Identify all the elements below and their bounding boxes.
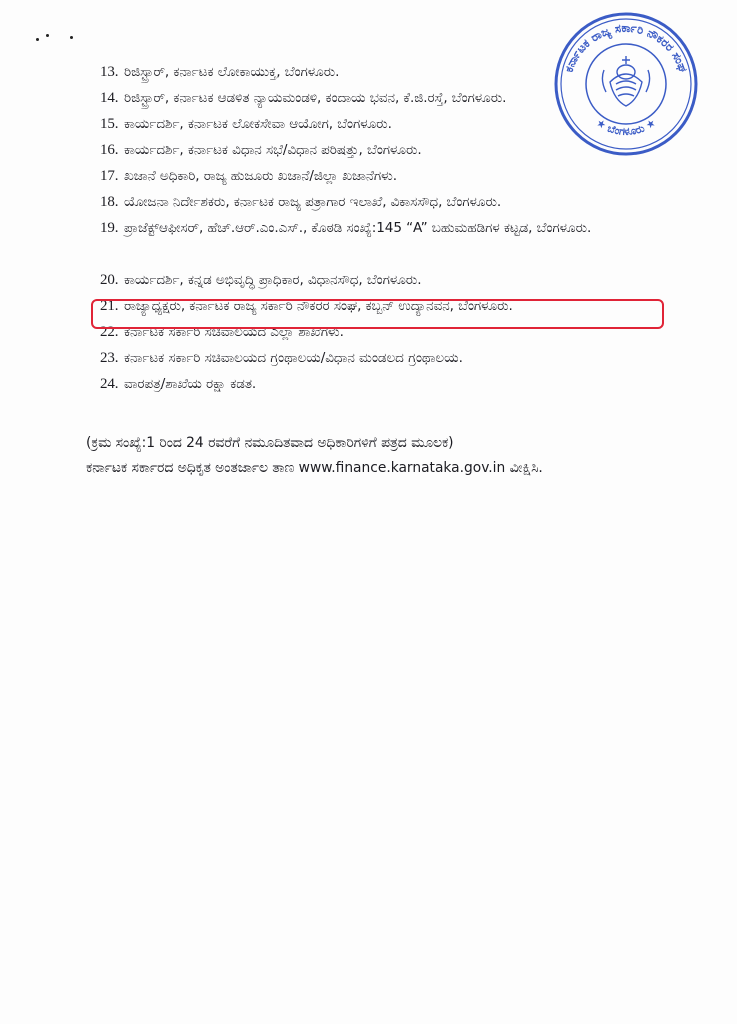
list-item-highlighted: 21. ರಾಜ್ಯಾಧ್ಯಕ್ಷರು, ಕರ್ನಾಟಕ ರಾಜ್ಯ ಸರ್ಕಾರಿ ನೌಕರರ ಸಂಘ, ಕಬ್ಬನ್ ಉದ್ಯಾನವನ, ಬೆಂಗಳೂರು. bbox=[100, 298, 513, 314]
list-item: 16. ಕಾರ್ಯದರ್ಶಿ, ಕರ್ನಾಟಕ ವಿಧಾನ ಸಭೆ/ವಿಧಾನ ಪರಿಷತ್ತು, ಬೆಂಗಳೂರು. bbox=[100, 142, 422, 158]
list-item: 19. ಪ್ರಾಜೆಕ್ಟ್ಆಫೀಸರ್, ಹೆಚ್.ಆರ್.ಎಂ.ಎಸ್., ಕೊಠಡಿ ಸಂಖ್ಯೆ:145 “A” ಬಹುಮಹಡಿಗಳ ಕಟ್ಟಡ, ಬೆಂಗಳೂರು. bbox=[100, 220, 592, 236]
recipient-list bbox=[100, 59, 660, 397]
note-line-1: (ಕ್ರಮ ಸಂಖ್ಯೆ:1 ರಿಂದ 24 ರವರೆಗೆ ನಮೂದಿತವಾದ ಅಧಿಕಾರಿಗಳಿಗೆ ಪತ್ರದ ಮೂಲಕ) bbox=[86, 435, 454, 451]
list-item: 13. ರಿಜಿಸ್ಟ್ರಾರ್, ಕರ್ನಾಟಕ ಲೋಕಾಯುಕ್ತ, ಬೆಂಗಳೂರು. bbox=[100, 64, 340, 80]
list-item: 18. ಯೋಜನಾ ನಿರ್ದೇಶಕರು, ಕರ್ನಾಟಕ ರಾಜ್ಯ ಪತ್ರಾಗಾರ ಇಲಾಖೆ, ವಿಕಾಸಸೌಧ, ಬೆಂಗಳೂರು. bbox=[100, 194, 502, 210]
list-item: 23. ಕರ್ನಾಟಕ ಸರ್ಕಾರಿ ಸಚಿವಾಲಯದ ಗ್ರಂಥಾಲಯ/ವಿಧಾನ ಮಂಡಲದ ಗ್ರಂಥಾಲಯ. bbox=[100, 350, 463, 366]
seal-city: ★ ಬೆಂಗಳೂರು ★ bbox=[593, 116, 659, 139]
list-item: 14. ರಿಜಿಸ್ಟ್ರಾರ್, ಕರ್ನಾಟಕ ಆಡಳಿತ ನ್ಯಾಯಮಂಡಳಿ, ಕಂದಾಯ ಭವನ, ಕೆ.ಜಿ.ರಸ್ತೆ, ಬೆಂಗಳೂರು. bbox=[100, 90, 507, 106]
list-item: 24. ವಾರಪತ್ರ/ಶಾಖೆಯ ರಕ್ಷಾ ಕಡತ. bbox=[100, 376, 257, 392]
list-item: 17. ಖಜಾನೆ ಅಧಿಕಾರಿ, ರಾಜ್ಯ ಹುಜೂರು ಖಜಾನೆ/ಜಿಲ್ಲಾ ಖಜಾನೆಗಳು. bbox=[100, 168, 397, 184]
list-item: 20. ಕಾರ್ಯದರ್ಶಿ, ಕನ್ನಡ ಅಭಿವೃದ್ಧಿ ಪ್ರಾಧಿಕಾರ, ವಿಧಾನಸೌಧ, ಬೆಂಗಳೂರು. bbox=[100, 272, 422, 288]
list-item: 15. ಕಾರ್ಯದರ್ಶಿ, ಕರ್ನಾಟಕ ಲೋಕಸೇವಾ ಆಯೋಗ, ಬೆಂಗಳೂರು. bbox=[100, 116, 392, 132]
highlight-box bbox=[91, 299, 664, 329]
distribution-note bbox=[86, 431, 686, 481]
seal-text: ಕರ್ನಾಟಕ ರಾಜ್ಯ ಸರ್ಕಾರಿ ನೌಕರರ ಸಂಘ bbox=[561, 20, 691, 74]
scan-specks bbox=[34, 30, 94, 44]
note-line-2: ಕರ್ನಾಟಕ ಸರ್ಕಾರದ ಅಧಿಕೃತ ಅಂತರ್ಜಾಲ ತಾಣ www.finance.karnataka.gov.in ವೀಕ್ಷಿಸಿ. bbox=[86, 460, 543, 476]
list-item: 22. ಕರ್ನಾಟಕ ಸರ್ಕಾರಿ ಸಚಿವಾಲಯದ ಎಲ್ಲಾ ಶಾಖೆಗಳು. bbox=[100, 324, 344, 340]
